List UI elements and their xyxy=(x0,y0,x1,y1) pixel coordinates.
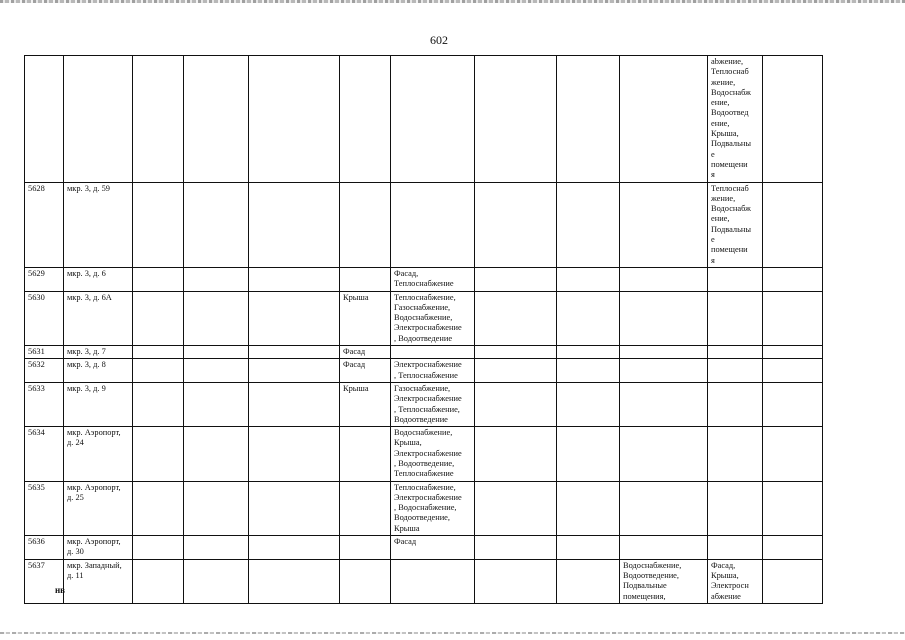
row-number-cell: 5635 xyxy=(25,481,64,535)
empty-cell xyxy=(184,267,249,291)
address-cell: мкр. 3, д. 9 xyxy=(64,382,133,426)
empty-cell xyxy=(475,382,557,426)
empty-cell xyxy=(184,359,249,383)
works-col-c-cell xyxy=(620,267,708,291)
works-col-a-cell: Крыша xyxy=(340,382,391,426)
empty-cell xyxy=(133,56,184,183)
empty-cell xyxy=(133,267,184,291)
table-row xyxy=(25,382,823,426)
empty-cell xyxy=(133,291,184,345)
empty-cell xyxy=(557,382,620,426)
scan-edge-bottom xyxy=(0,632,905,634)
works-col-b-cell: Фасад, Теплоснабжение xyxy=(391,267,475,291)
empty-cell xyxy=(475,427,557,481)
works-col-d-cell: abжение, Теплоснаб жение, Водоснабж ение, Водоотвед ение, Крыша, Подвальны е помещени я xyxy=(708,56,763,183)
empty-cell xyxy=(133,427,184,481)
table-row xyxy=(25,359,823,383)
address-cell: мкр. 3, д. 7 xyxy=(64,346,133,359)
address-cell: мкр. 3, д. 6 xyxy=(64,267,133,291)
empty-cell xyxy=(763,536,823,560)
works-col-d-cell xyxy=(708,481,763,535)
table-row xyxy=(25,182,823,267)
empty-cell xyxy=(475,359,557,383)
address-cell xyxy=(64,56,133,183)
works-col-c-cell xyxy=(620,346,708,359)
row-number-cell: 5630 xyxy=(25,291,64,345)
empty-cell xyxy=(475,481,557,535)
works-col-d-cell: Теплоснаб жение, Водоснабж ение, Подвальны е помещени я xyxy=(708,182,763,267)
works-col-b-cell xyxy=(391,559,475,603)
works-col-d-cell xyxy=(708,346,763,359)
empty-cell xyxy=(557,536,620,560)
works-col-b-cell: Теплоснабжение, Газоснабжение, Водоснабжение, Электроснабжение , Водоотведение xyxy=(391,291,475,345)
works-col-a-cell xyxy=(340,182,391,267)
works-col-d-cell xyxy=(708,291,763,345)
empty-cell xyxy=(763,346,823,359)
table-row xyxy=(25,559,823,603)
empty-cell xyxy=(133,481,184,535)
works-col-a-cell xyxy=(340,427,391,481)
works-col-d-cell xyxy=(708,536,763,560)
empty-cell xyxy=(475,559,557,603)
works-col-b-cell xyxy=(391,346,475,359)
works-col-c-cell xyxy=(620,56,708,183)
empty-cell xyxy=(475,267,557,291)
row-number-cell: 5637 xyxy=(25,559,64,603)
empty-cell xyxy=(184,182,249,267)
empty-cell xyxy=(557,291,620,345)
address-cell: мкр. 3, д. 8 xyxy=(64,359,133,383)
empty-cell xyxy=(763,267,823,291)
works-col-d-cell: Фасад, Крыша, Электросн абжение xyxy=(708,559,763,603)
works-col-b-cell: Водоснабжение, Крыша, Электроснабжение , Водоотведение, Теплоснабжение xyxy=(391,427,475,481)
table-row xyxy=(25,291,823,345)
page-number: 602 xyxy=(430,33,448,47)
row-number-cell: 5633 xyxy=(25,382,64,426)
works-col-c-cell: Водоснабжение, Водоотведение, Подвальные помещения, xyxy=(620,559,708,603)
empty-cell xyxy=(557,56,620,183)
empty-cell xyxy=(763,382,823,426)
works-col-b-cell: Газоснабжение, Электроснабжение , Теплоснабжение, Водоотведение xyxy=(391,382,475,426)
works-col-c-cell xyxy=(620,182,708,267)
empty-cell xyxy=(249,346,340,359)
empty-cell xyxy=(249,291,340,345)
address-cell: мкр. 3, д. 59 xyxy=(64,182,133,267)
empty-cell xyxy=(475,346,557,359)
works-col-b-cell xyxy=(391,56,475,183)
empty-cell xyxy=(763,291,823,345)
empty-cell xyxy=(249,267,340,291)
table-row xyxy=(25,481,823,535)
works-col-d-cell xyxy=(708,382,763,426)
works-col-c-cell xyxy=(620,382,708,426)
empty-cell xyxy=(557,359,620,383)
works-col-b-cell: Электроснабжение , Теплоснабжение xyxy=(391,359,475,383)
empty-cell xyxy=(475,291,557,345)
address-cell: мкр. Западный, д. 11 xyxy=(64,559,133,603)
works-col-a-cell xyxy=(340,481,391,535)
works-col-b-cell: Теплоснабжение, Электроснабжение , Водоснабжение, Водоотведение, Крыша xyxy=(391,481,475,535)
empty-cell xyxy=(475,56,557,183)
works-col-d-cell xyxy=(708,427,763,481)
works-col-b-cell: Фасад xyxy=(391,536,475,560)
empty-cell xyxy=(184,559,249,603)
row-number-cell: 5631 xyxy=(25,346,64,359)
works-col-a-cell xyxy=(340,267,391,291)
empty-cell xyxy=(557,346,620,359)
empty-cell xyxy=(249,382,340,426)
empty-cell xyxy=(475,182,557,267)
empty-cell xyxy=(184,481,249,535)
empty-cell xyxy=(249,182,340,267)
works-col-a-cell: Крыша xyxy=(340,291,391,345)
works-col-d-cell xyxy=(708,359,763,383)
repair-register-table xyxy=(24,55,823,604)
empty-cell xyxy=(557,182,620,267)
works-col-c-cell xyxy=(620,291,708,345)
row-number-cell: 5632 xyxy=(25,359,64,383)
table-row xyxy=(25,56,823,183)
empty-cell xyxy=(133,536,184,560)
empty-cell xyxy=(184,536,249,560)
works-col-a-cell: Фасад xyxy=(340,359,391,383)
works-col-d-cell xyxy=(708,267,763,291)
table-row xyxy=(25,536,823,560)
works-col-b-cell xyxy=(391,182,475,267)
empty-cell xyxy=(763,56,823,183)
empty-cell xyxy=(763,481,823,535)
empty-cell xyxy=(133,359,184,383)
empty-cell xyxy=(184,56,249,183)
empty-cell xyxy=(763,359,823,383)
works-col-c-cell xyxy=(620,481,708,535)
empty-cell xyxy=(475,536,557,560)
empty-cell xyxy=(249,56,340,183)
empty-cell xyxy=(249,427,340,481)
empty-cell xyxy=(557,427,620,481)
works-col-a-cell: Фасад xyxy=(340,346,391,359)
empty-cell xyxy=(184,291,249,345)
works-col-a-cell xyxy=(340,559,391,603)
row-number-cell: 5634 xyxy=(25,427,64,481)
empty-cell xyxy=(184,346,249,359)
empty-cell xyxy=(184,427,249,481)
empty-cell xyxy=(133,382,184,426)
row-number-cell: 5636 xyxy=(25,536,64,560)
address-cell: мкр. 3, д. 6А xyxy=(64,291,133,345)
works-col-a-cell xyxy=(340,536,391,560)
table-row xyxy=(25,346,823,359)
scan-edge-top xyxy=(0,0,905,3)
empty-cell xyxy=(763,559,823,603)
address-cell: мкр. Аэропорт, д. 24 xyxy=(64,427,133,481)
empty-cell xyxy=(133,346,184,359)
address-cell: мкр. Аэропорт, д. 25 xyxy=(64,481,133,535)
empty-cell xyxy=(763,182,823,267)
works-col-c-cell xyxy=(620,536,708,560)
address-cell: мкр. Аэропорт, д. 30 xyxy=(64,536,133,560)
empty-cell xyxy=(184,382,249,426)
table-row xyxy=(25,267,823,291)
row-number-cell: 5628 xyxy=(25,182,64,267)
empty-cell xyxy=(133,559,184,603)
empty-cell xyxy=(249,481,340,535)
empty-cell xyxy=(763,427,823,481)
works-col-a-cell xyxy=(340,56,391,183)
empty-cell xyxy=(249,359,340,383)
table-row xyxy=(25,427,823,481)
empty-cell xyxy=(557,559,620,603)
row-number-cell xyxy=(25,56,64,183)
row-number-cell: 5629 xyxy=(25,267,64,291)
empty-cell xyxy=(249,536,340,560)
empty-cell xyxy=(557,267,620,291)
works-col-c-cell xyxy=(620,359,708,383)
empty-cell xyxy=(133,182,184,267)
empty-cell xyxy=(249,559,340,603)
works-col-c-cell xyxy=(620,427,708,481)
empty-cell xyxy=(557,481,620,535)
bottom-note: нв xyxy=(55,585,66,595)
